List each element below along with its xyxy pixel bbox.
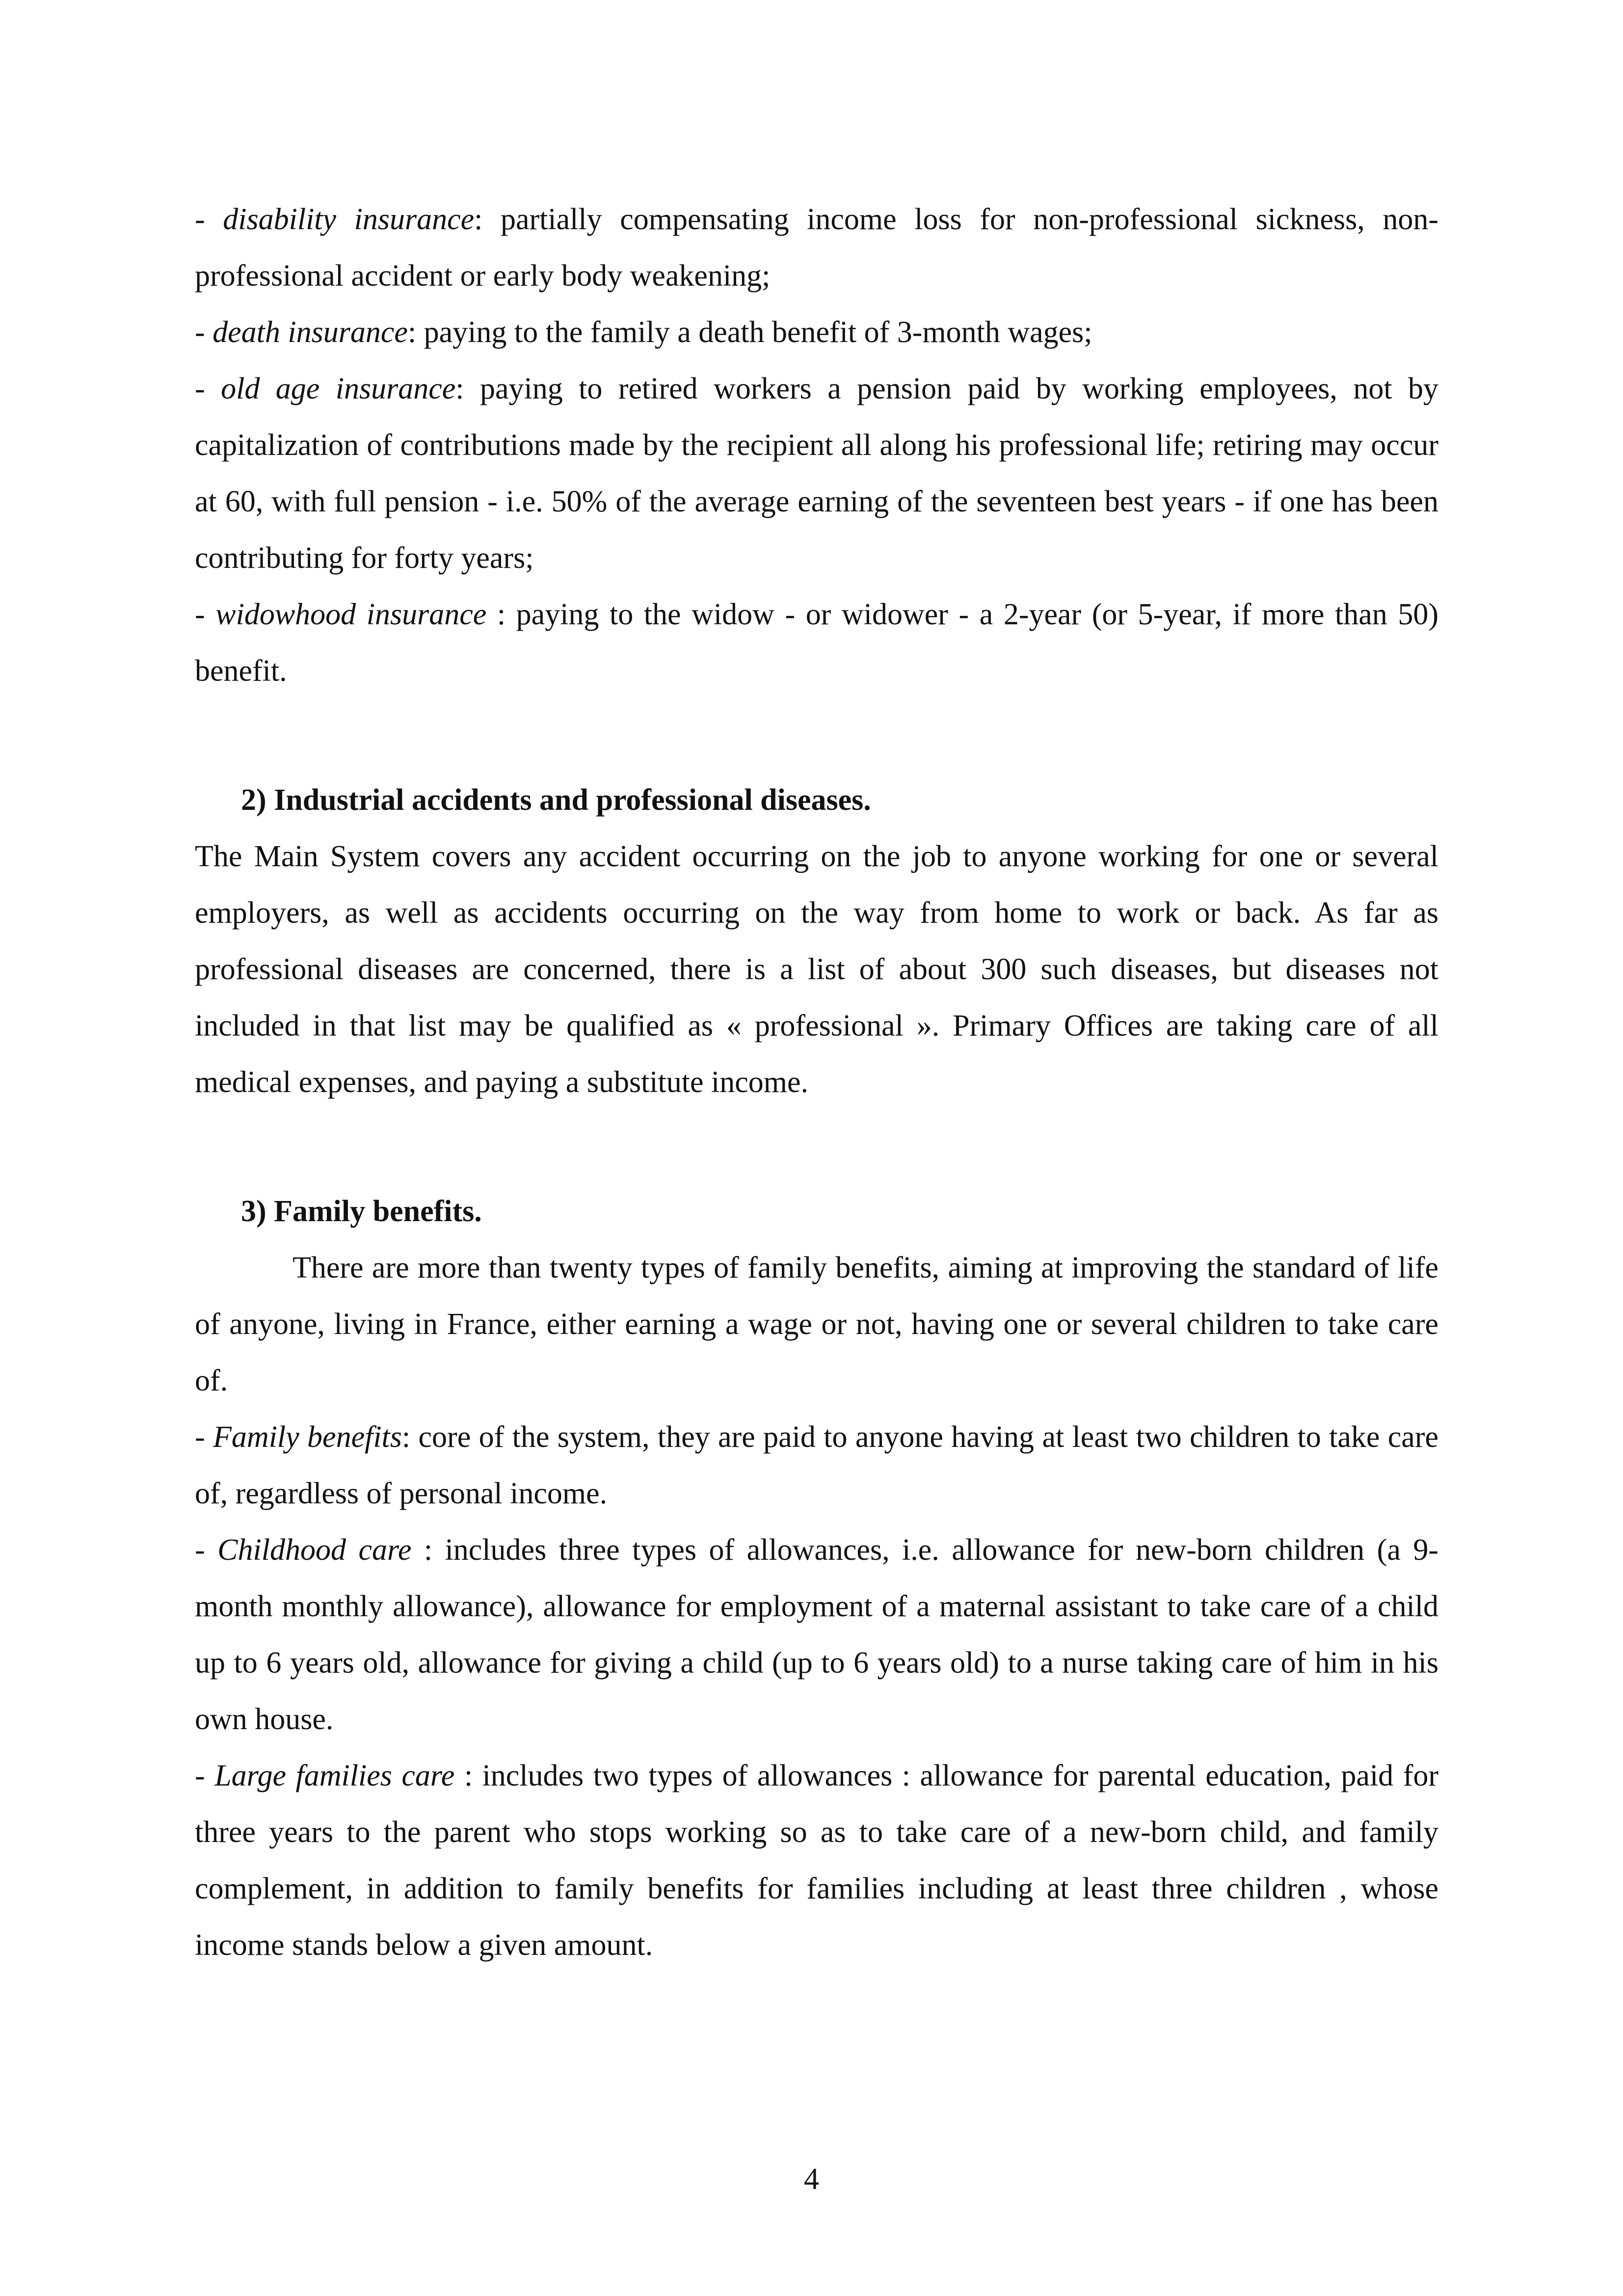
list-item-disability-insurance: - disability insurance: partially compensating income loss for non-professional sickness, non-professional accident or early body weakening;	[195, 203, 1438, 293]
text-large-families-care: : includes two types of allowances : allowance for parental education, paid for three years to the parent who stops working so as to take care of a new-born child, and family complement, in addition to family benefits for families including at least three children , whose income stands below a given amount.	[195, 1759, 1439, 1962]
list-item-childhood-care: - Childhood care : includes three types of allowances, i.e. allowance for new-born children (a 9-month monthly allowance), allowance for employment of a maternal assistant to take care of a child up to 6 years old, allowance for giving a child (up to 6 years old) to a nurse taking care of him in his own house.	[195, 1533, 1438, 1736]
section-spacer	[195, 1111, 1438, 1183]
term-death-insurance: death insurance	[213, 316, 408, 349]
list-item-family-benefits: - Family benefits: core of the system, they are paid to anyone having at least two children to take care of, regardless of personal income.	[195, 1420, 1438, 1510]
section-heading-industrial-accidents: 2) Industrial accidents and professional diseases.	[241, 783, 871, 817]
section-intro-family-benefits: There are more than twenty types of family benefits, aiming at improving the standard of life of anyone, living in France, either earning a wage or not, having one or several children to take care of.	[195, 1251, 1438, 1397]
list-item-widowhood-insurance: - widowhood insurance : paying to the widow - or widower - a 2-year (or 5-year, if more than 50) benefit.	[195, 598, 1438, 688]
text-widowhood-insurance: : paying to the widow - or widower - a 2-year (or 5-year, if more than 50) benefit.	[195, 598, 1438, 688]
list-item-large-families-care: - Large families care : includes two types of allowances : allowance for parental education, paid for three years to the parent who stops working so as to take care of a new-born child, and family complement, in addition to family benefits for families including at least three children , whose income stands below a given amount.	[195, 1759, 1439, 1962]
term-childhood-care: Childhood care	[217, 1533, 412, 1567]
term-old-age-insurance: old age insurance	[221, 372, 456, 405]
list-item-old-age-insurance: - old age insurance: paying to retired workers a pension paid by working employees, not by capitalization of contributions made by the recipient all along his professional life; retiring may occur at 60, with full pension - i.e. 50% of the average earning of the seventeen best years - if one has been contributing for forty years;	[195, 372, 1439, 575]
section-body-industrial-accidents: The Main System covers any accident occurring on the job to anyone working for one or several employers, as well as accidents occurring on the way from home to work or back. As far as professional diseases are concerned, there is a list of about 300 such diseases, but diseases not included in that list may be qualified as « professional ». Primary Offices are taking care of all medical expenses, and paying a substitute income.	[195, 840, 1438, 1099]
text-disability-insurance: : partially compensating income loss for non-professional sickness, non-professional accident or early body weakening;	[195, 203, 1438, 293]
document-page	[195, 191, 1438, 1974]
term-disability-insurance: disability insurance	[223, 203, 475, 236]
text-old-age-insurance: : paying to retired workers a pension paid by working employees, not by capitalization of contributions made by the recipient all along his professional life; retiring may occur at 60, with full pension - i.e. 50% of the average earning of the seventeen best years - if one has been contributing for forty years;	[195, 372, 1439, 575]
text-family-benefits: : core of the system, they are paid to anyone having at least two children to take care of, regardless of personal income.	[195, 1420, 1438, 1510]
list-item-death-insurance: - death insurance: paying to the family a death benefit of 3-month wages;	[195, 316, 1092, 349]
text-death-insurance: : paying to the family a death benefit of 3-month wages;	[407, 316, 1092, 349]
section-spacer	[195, 699, 1438, 772]
term-large-families-care: Large families care	[214, 1759, 455, 1792]
term-family-benefits: Family benefits	[213, 1420, 402, 1454]
text-childhood-care: : includes three types of allowances, i.e. allowance for new-born children (a 9-month monthly allowance), allowance for employment of a maternal assistant to take care of a child up to 6 years old, allowance for giving a child (up to 6 years old) to a nurse taking care of him in his own house.	[195, 1533, 1438, 1736]
section-heading-family-benefits: 3) Family benefits.	[241, 1195, 482, 1228]
page-number: 4	[804, 2163, 819, 2196]
term-widowhood-insurance: widowhood insurance	[215, 598, 487, 631]
